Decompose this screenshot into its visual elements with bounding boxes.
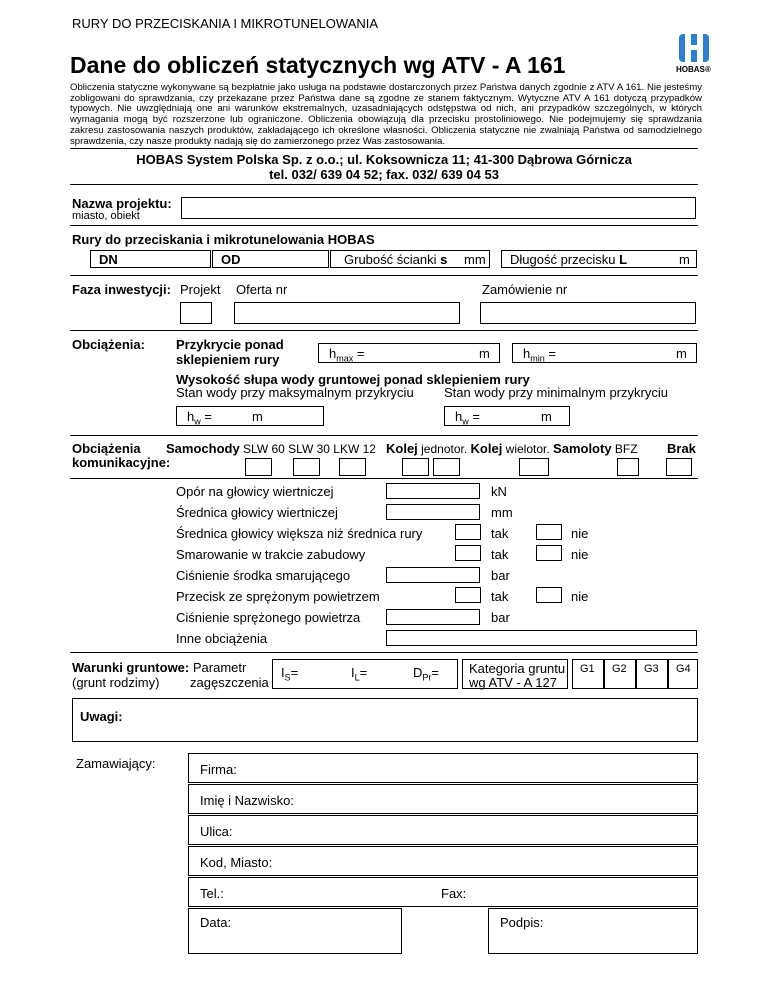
rail-single-checkbox[interactable] bbox=[402, 458, 429, 476]
air-yes-label: tak bbox=[491, 589, 509, 604]
water-max-label: Stan wody przy maksymalnym przykryciu bbox=[176, 385, 414, 400]
project-label: Nazwa projektu: bbox=[72, 196, 172, 211]
remarks-label: Uwagi: bbox=[80, 709, 123, 724]
diameter-unit: mm bbox=[491, 505, 513, 520]
hw-max-sub: w bbox=[194, 416, 201, 427]
company-line-1: HOBAS System Polska Sp. z o.o.; ul. Koksownicza 11; 41-300 Dąbrowa Górnicza bbox=[136, 152, 632, 167]
g1-checkbox[interactable] bbox=[572, 659, 604, 689]
slw60-checkbox[interactable] bbox=[245, 458, 272, 476]
city-field[interactable] bbox=[188, 846, 698, 876]
name-label: Imię i Nazwisko: bbox=[200, 793, 294, 808]
length-field[interactable] bbox=[501, 250, 697, 268]
slw30-checkbox[interactable] bbox=[293, 458, 320, 476]
lube-yes-checkbox[interactable] bbox=[455, 545, 481, 561]
air-no-checkbox[interactable] bbox=[536, 587, 562, 603]
is-sub: S bbox=[284, 672, 291, 683]
category-line-2: wg ATV - A 127 bbox=[469, 675, 557, 690]
soil-label: Warunki gruntowe: bbox=[72, 660, 190, 675]
lube-no-checkbox[interactable] bbox=[536, 545, 562, 561]
tel-label: Tel.: bbox=[200, 886, 224, 901]
tel-fax-field[interactable] bbox=[188, 877, 698, 907]
remarks-field[interactable] bbox=[72, 698, 698, 742]
g2-checkbox[interactable] bbox=[604, 659, 636, 689]
none-checkbox[interactable] bbox=[666, 458, 692, 476]
rail-single-bold: Kolej bbox=[386, 441, 418, 456]
air-bold: Samoloty bbox=[553, 441, 612, 456]
air-yes-checkbox[interactable] bbox=[455, 587, 481, 603]
dpr-sub: Pr bbox=[422, 672, 432, 683]
pipes-heading: Rury do przeciskania i mikrotunelowania HOBAS bbox=[72, 232, 375, 247]
soil-compaction: zagęszczenia bbox=[190, 675, 269, 690]
air-pressure-field[interactable] bbox=[386, 609, 480, 625]
wall-label: Grubość ścianki bbox=[344, 252, 437, 267]
order-number-field[interactable] bbox=[480, 302, 696, 324]
il-sub: L bbox=[354, 672, 360, 683]
loads-label: Obciążenia: bbox=[72, 337, 145, 352]
rail-single-label: jednotor. bbox=[421, 442, 468, 456]
rail-multi-checkbox[interactable] bbox=[519, 458, 549, 476]
company-line-2: tel. 032/ 639 04 52; fax. 032/ 639 04 53 bbox=[269, 167, 499, 182]
signature-field[interactable] bbox=[488, 908, 698, 954]
lube-label: Smarowanie w trakcie zabudowy bbox=[176, 547, 366, 562]
dpr-main: D bbox=[413, 665, 423, 680]
dn-field[interactable] bbox=[90, 250, 211, 268]
hw-min-field[interactable] bbox=[444, 406, 570, 426]
firm-field[interactable] bbox=[188, 753, 698, 783]
none-label: Brak bbox=[667, 441, 696, 456]
date-field[interactable] bbox=[188, 908, 402, 954]
larger-no-label: nie bbox=[571, 526, 589, 541]
orderer-label: Zamawiający: bbox=[76, 756, 156, 771]
g4-checkbox[interactable] bbox=[668, 659, 698, 689]
g2-label: G2 bbox=[612, 663, 627, 675]
wall-thickness-field[interactable] bbox=[330, 250, 490, 268]
larger-label: Średnica głowicy większa niż średnica rury bbox=[176, 526, 423, 541]
trucks-classes: SLW 60 SLW 30 LKW 12 bbox=[243, 442, 376, 456]
lkw12-checkbox[interactable] bbox=[339, 458, 366, 476]
project-sublabel: miasto, obiekt bbox=[72, 210, 140, 222]
is-eq: = bbox=[290, 665, 299, 680]
soil-param: Parametr bbox=[192, 660, 247, 675]
g3-label: G3 bbox=[644, 663, 659, 675]
water-title: Wysokość słupa wody gruntowej ponad sklepieniem rury bbox=[176, 372, 530, 387]
force-field[interactable] bbox=[386, 483, 480, 499]
hmin-sub: min bbox=[530, 353, 545, 364]
hmin-h: h bbox=[523, 346, 531, 361]
hobas-logo-icon bbox=[676, 32, 712, 64]
water-min-label: Stan wody przy minimalnym przykryciu bbox=[444, 385, 668, 400]
street-label: Ulica: bbox=[200, 824, 233, 839]
trucks-label: Samochody bbox=[166, 441, 240, 456]
phase-label: Faza inwestycji: bbox=[72, 282, 171, 297]
air-label: Przecisk ze sprężonym powietrzem bbox=[176, 589, 380, 604]
wall-unit: mm bbox=[464, 252, 486, 267]
rail-multi-label: wielotor. bbox=[505, 442, 550, 456]
diameter-field[interactable] bbox=[386, 504, 480, 520]
hw-min-eq: = bbox=[472, 409, 480, 424]
diameter-label: Średnica głowicy wiertniczej bbox=[176, 505, 338, 520]
firm-label: Firma: bbox=[200, 762, 237, 777]
phase-offer-label: Oferta nr bbox=[236, 282, 288, 297]
cover-label-2: sklepieniem rury bbox=[176, 352, 280, 367]
logo-text: HOBAS® bbox=[676, 65, 711, 74]
hw-max-h: h bbox=[187, 409, 195, 424]
air-pressure-label: Ciśnienie sprężonego powietrza bbox=[176, 610, 361, 625]
hw-max-unit: m bbox=[252, 409, 263, 424]
il-main: I bbox=[351, 665, 355, 680]
soil-category-box bbox=[462, 659, 568, 689]
intro-paragraph: Obliczenia statyczne wykonywane są bezpłatnie jako usługa na podstawie dostarczonych przez Państwa danych zgodnie z ATV A 161. Nie jesteśmy zobligowani do sprawdzania, czy przekazane przez Państwa dane są zgodne ze stanem faktycznym. Wytyczne ATV A 161 dotyczą przypadków typowych. Nie uwzględniają one ani warunków ekstremalnych, uzasadniających odstępstwa od nich, ani przypadków szczególnych, w których wymagania mogą być rozszerzone lub ograniczone. Obliczenia obowiązują dla przecisku prostoliniowego. Nie podejmujemy się sprawdzania zakresu zastosowania naszych produktów, zakładającego ich określone własności. Obliczenia statyczne nie zwalniają Państwa od samodzielnego sprawdzenia, czy nasze produkty nadają się do zamierzonego przez Was zastosowania. bbox=[70, 82, 702, 147]
name-field[interactable] bbox=[188, 784, 698, 814]
air-no-label: nie bbox=[571, 589, 589, 604]
street-field[interactable] bbox=[188, 815, 698, 845]
od-label: OD bbox=[221, 252, 241, 267]
city-label: Kod, Miasto: bbox=[200, 855, 273, 870]
il-eq: = bbox=[359, 665, 368, 680]
length-label: Długość przecisku bbox=[510, 252, 616, 267]
bfz-checkbox[interactable] bbox=[617, 458, 639, 476]
length-symbol: L bbox=[619, 252, 628, 267]
air-pressure-unit: bar bbox=[491, 610, 510, 625]
length-unit: m bbox=[679, 252, 690, 267]
dn-label: DN bbox=[99, 252, 118, 267]
force-unit: kN bbox=[491, 484, 507, 499]
soil-params-field[interactable] bbox=[272, 659, 458, 689]
od-field[interactable] bbox=[212, 250, 329, 268]
page-title: Dane do obliczeń statycznych wg ATV - A 161 bbox=[70, 52, 566, 78]
fax-label: Fax: bbox=[441, 886, 467, 901]
dpr-eq: = bbox=[431, 665, 439, 680]
lube-pressure-label: Ciśnienie środka smarującego bbox=[176, 568, 351, 583]
larger-yes-label: tak bbox=[491, 526, 509, 541]
project-name-field[interactable] bbox=[181, 197, 696, 219]
g4-label: G4 bbox=[676, 663, 691, 675]
hmax-sub: max bbox=[336, 353, 354, 364]
wall-symbol: s bbox=[440, 252, 448, 267]
category-line-1: Kategoria gruntu bbox=[469, 661, 566, 676]
lube-pressure-unit: bar bbox=[491, 568, 510, 583]
larger-yes-checkbox[interactable] bbox=[455, 524, 481, 540]
hmax-field[interactable] bbox=[318, 343, 500, 363]
lube-pressure-field[interactable] bbox=[386, 567, 480, 583]
phase-order-label: Zamówienie nr bbox=[482, 282, 568, 297]
hmin-field[interactable] bbox=[512, 343, 697, 363]
hmin-unit: m bbox=[676, 346, 687, 361]
g1-label: G1 bbox=[580, 663, 595, 675]
hw-max-field[interactable] bbox=[176, 406, 324, 426]
hw-min-sub: w bbox=[462, 416, 469, 427]
cover-label-1: Przykrycie ponad bbox=[176, 337, 284, 352]
hw-min-h: h bbox=[455, 409, 463, 424]
rail-multi-gap-checkbox[interactable] bbox=[433, 458, 460, 476]
larger-no-checkbox[interactable] bbox=[536, 524, 562, 540]
is-main: I bbox=[281, 665, 285, 680]
date-label: Data: bbox=[200, 915, 232, 930]
hw-max-eq: = bbox=[204, 409, 212, 424]
soil-native: (grunt rodzimy) bbox=[72, 675, 160, 690]
hmax-eq: = bbox=[356, 346, 365, 361]
hw-min-unit: m bbox=[541, 409, 552, 424]
force-label: Opór na głowicy wiertniczej bbox=[176, 484, 334, 499]
other-loads-label: Inne obciążenia bbox=[176, 631, 268, 646]
g3-checkbox[interactable] bbox=[636, 659, 668, 689]
phase-project-label: Projekt bbox=[180, 282, 221, 297]
signature-label: Podpis: bbox=[500, 915, 544, 930]
air-label: BFZ bbox=[614, 442, 638, 456]
phase-project-checkbox[interactable] bbox=[180, 302, 212, 324]
traffic-label-2: komunikacyjne: bbox=[72, 455, 171, 470]
traffic-label-1: Obciążenia bbox=[72, 441, 141, 456]
rail-multi-bold: Kolej bbox=[470, 441, 503, 456]
hmax-h: h bbox=[329, 346, 337, 361]
hobas-logo bbox=[676, 32, 712, 78]
lube-no-label: nie bbox=[571, 547, 589, 562]
offer-number-field[interactable] bbox=[234, 302, 460, 324]
hmin-eq: = bbox=[548, 346, 556, 361]
lube-yes-label: tak bbox=[491, 547, 509, 562]
hmax-unit: m bbox=[479, 346, 490, 361]
running-title: RURY DO PRZECISKANIA I MIKROTUNELOWANIA bbox=[72, 16, 379, 31]
other-loads-field[interactable] bbox=[386, 630, 697, 646]
